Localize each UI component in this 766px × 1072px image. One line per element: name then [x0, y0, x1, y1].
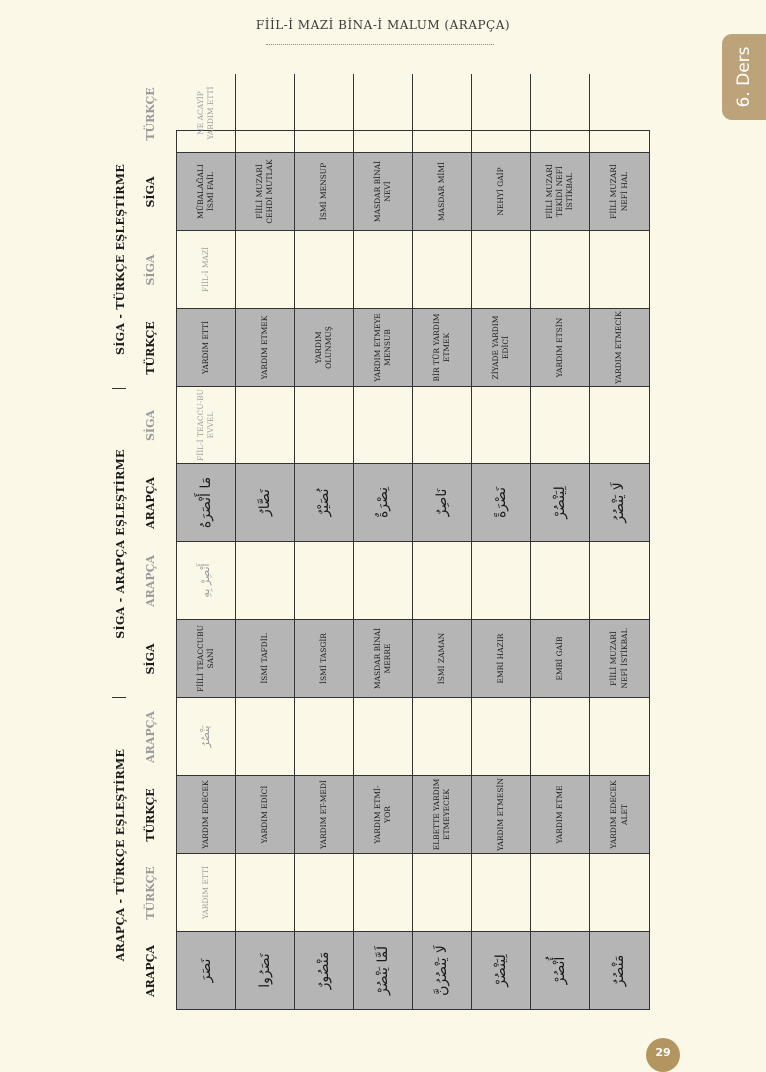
answer-cell — [413, 541, 472, 619]
table-cell: FİİLİ MUZARİ TEKİDİ NEFİ İSTİKBAL — [531, 152, 590, 230]
answer-cell — [236, 230, 295, 308]
section-title-arapca-turkce: ARAPÇA - TÜRKÇE EŞLEŞTİRME — [114, 748, 127, 962]
column-header: ARAPÇA — [144, 477, 157, 529]
answer-cell — [590, 541, 649, 619]
answer-cell — [295, 697, 354, 775]
answer-cell — [354, 853, 413, 931]
answer-cell — [236, 74, 295, 152]
column-header: SİGA — [144, 176, 157, 208]
column-header: TÜRKÇE — [144, 866, 157, 920]
column-header: TÜRKÇE — [144, 788, 157, 842]
table-cell: ELBETTE YARDIM ETMEYECEK — [413, 775, 472, 853]
table-cell: يَنْصُرُ — [177, 697, 236, 775]
table-cell: نَصَرَ — [177, 931, 236, 1009]
table-cell: FİİL-İ TEACCU-BU EVVEL — [177, 386, 236, 463]
answer-cell — [531, 230, 590, 308]
table-cell: YARDIM ETME — [531, 775, 590, 853]
answer-cell — [354, 541, 413, 619]
table-cell: FİİLİ TEACCUBU SANİ — [177, 619, 236, 697]
table-cell: NEHYİ GAİP — [472, 152, 531, 230]
answer-cell — [531, 697, 590, 775]
answer-cell — [531, 541, 590, 619]
answer-cell — [236, 541, 295, 619]
table-cell: أُنْصُرْ — [531, 931, 590, 1009]
answer-cell — [354, 697, 413, 775]
answer-cell — [354, 74, 413, 152]
table-cell: مَنْصُرٌ — [590, 931, 649, 1009]
table-cell: نِصْرَةٌ — [354, 463, 413, 541]
section-title-siga-arapca: SİGA - ARAPÇA EŞLEŞTİRME — [114, 449, 127, 639]
table-cell: YARDIM ETMEYE MENSUB — [354, 308, 413, 386]
answer-cell — [295, 386, 354, 463]
answer-cell — [531, 74, 590, 152]
answer-cell — [413, 853, 472, 931]
answer-cell — [354, 386, 413, 463]
column-header: ARAPÇA — [144, 945, 157, 997]
page-number: 29 — [646, 1038, 680, 1072]
title-divider — [266, 44, 494, 45]
column-header: SİGA — [144, 643, 157, 675]
answer-cell — [413, 230, 472, 308]
column-header: ARAPÇA — [144, 555, 157, 607]
answer-cell — [590, 697, 649, 775]
exercise-table-area — [110, 86, 650, 1010]
table-cell: YARDIM ETSİN — [531, 308, 590, 386]
table-cell: نَصَرُوا — [236, 931, 295, 1009]
table-cell: أَنْصِرْ بِهِ — [177, 541, 236, 619]
answer-cell — [354, 230, 413, 308]
table-cell: YARDIM EDECEK — [177, 775, 236, 853]
answer-cell — [236, 853, 295, 931]
table-cell: لَا يَنْصُرُ — [590, 463, 649, 541]
answer-cell — [590, 74, 649, 152]
table-cell: نَاصِرٌ — [413, 463, 472, 541]
table-cell: MÜBALAĞALI İSMİ FAİL — [177, 152, 236, 230]
table-cell: FİİL-İ MAZİ — [177, 230, 236, 308]
column-header: TÜRKÇE — [144, 87, 157, 141]
answer-cell — [531, 386, 590, 463]
table-cell: نُصَيْرٌ — [295, 463, 354, 541]
answer-cell — [472, 853, 531, 931]
table-cell: MASDAR MİMİ — [413, 152, 472, 230]
table-cell: ZİYADE YARDIM EDİCİ — [472, 308, 531, 386]
answer-cell — [472, 697, 531, 775]
table-cell: FİİLİ MUZARİ NEFİ İSTİKBAL — [590, 619, 649, 697]
table-cell: İSMİ TAFDİL — [236, 619, 295, 697]
answer-cell — [590, 853, 649, 931]
page-title: FİİL-İ MAZİ BİNA-İ MALUM (ARAPÇA) — [255, 18, 511, 32]
table-cell: YARDIM ETTİ — [177, 853, 236, 931]
answer-cell — [236, 697, 295, 775]
table-cell: YARDIM ETMEK — [236, 308, 295, 386]
table-cell: لِيَنْصُرْ — [472, 931, 531, 1009]
column-header: SİGA — [144, 254, 157, 286]
table-cell: نَصَّارٌ — [236, 463, 295, 541]
answer-cell — [531, 853, 590, 931]
table-cell: FİİLİ MUZARİ NEFİ HAL — [590, 152, 649, 230]
table-cell: YARDIM EDİCİ — [236, 775, 295, 853]
table-cell: EMRİ HAZIR — [472, 619, 531, 697]
answer-cell — [295, 230, 354, 308]
answer-cell — [472, 386, 531, 463]
table-cell: İSMİ ZAMAN — [413, 619, 472, 697]
answer-cell — [295, 74, 354, 152]
table-cell: NE ACAYİP YARDIM ETTİ — [177, 74, 236, 152]
table-cell: مَا أَنْصَرَهُ — [177, 463, 236, 541]
answer-cell — [472, 74, 531, 152]
section-title-siga-turkce: SİGA - TÜRKÇE EŞLEŞTİRME — [114, 163, 127, 356]
table-cell: BİR TÜR YARDIM ETMEK — [413, 308, 472, 386]
table-cell: لِيَنْصُرْ — [531, 463, 590, 541]
table-cell: YARDIM ETMECİK — [590, 308, 649, 386]
answer-cell — [295, 853, 354, 931]
table-cell: EMRİ GAİB — [531, 619, 590, 697]
table-cell: نَصْرَةً — [472, 463, 531, 541]
table-cell: MASDAR BİNAİ NEVİ — [354, 152, 413, 230]
answer-cell — [472, 230, 531, 308]
table-cell: MASDAR BİNAİ MERRE — [354, 619, 413, 697]
table-cell: YARDIM ETMİ-YOR — [354, 775, 413, 853]
table-cell: YARDIM ET-MEDİ — [295, 775, 354, 853]
table-cell: İSMİ MENSUP — [295, 152, 354, 230]
answer-cell — [413, 697, 472, 775]
answer-cell — [590, 230, 649, 308]
answer-cell — [413, 386, 472, 463]
table-cell: FİİLİ MUZARİ CEHDİ MUTLAK — [236, 152, 295, 230]
table-cell: YARDIM EDECEK ALET — [590, 775, 649, 853]
column-header: SİGA — [144, 409, 157, 442]
exercise-table — [176, 86, 650, 1010]
table-cell: YARDIM ETTİ — [177, 308, 236, 386]
column-header: TÜRKÇE — [144, 321, 157, 375]
chapter-tab-label: 6. Ders — [734, 46, 754, 108]
column-header: ARAPÇA — [144, 711, 157, 763]
answer-cell — [472, 541, 531, 619]
answer-cell — [236, 386, 295, 463]
table-cell: İSMİ TASGİR — [295, 619, 354, 697]
answer-cell — [590, 386, 649, 463]
chapter-tab — [722, 34, 766, 120]
table-cell: لَا يَنْصُرُنَّ — [413, 931, 472, 1009]
table-cell: YARDIM ETMESİN — [472, 775, 531, 853]
answer-cell — [413, 74, 472, 152]
table-cell: YARDIM OLUNMUŞ — [295, 308, 354, 386]
table-cell: لَمَّا يَنْصُرْ — [354, 931, 413, 1009]
table-cell: مَنْصُورٌ — [295, 931, 354, 1009]
answer-cell — [295, 541, 354, 619]
